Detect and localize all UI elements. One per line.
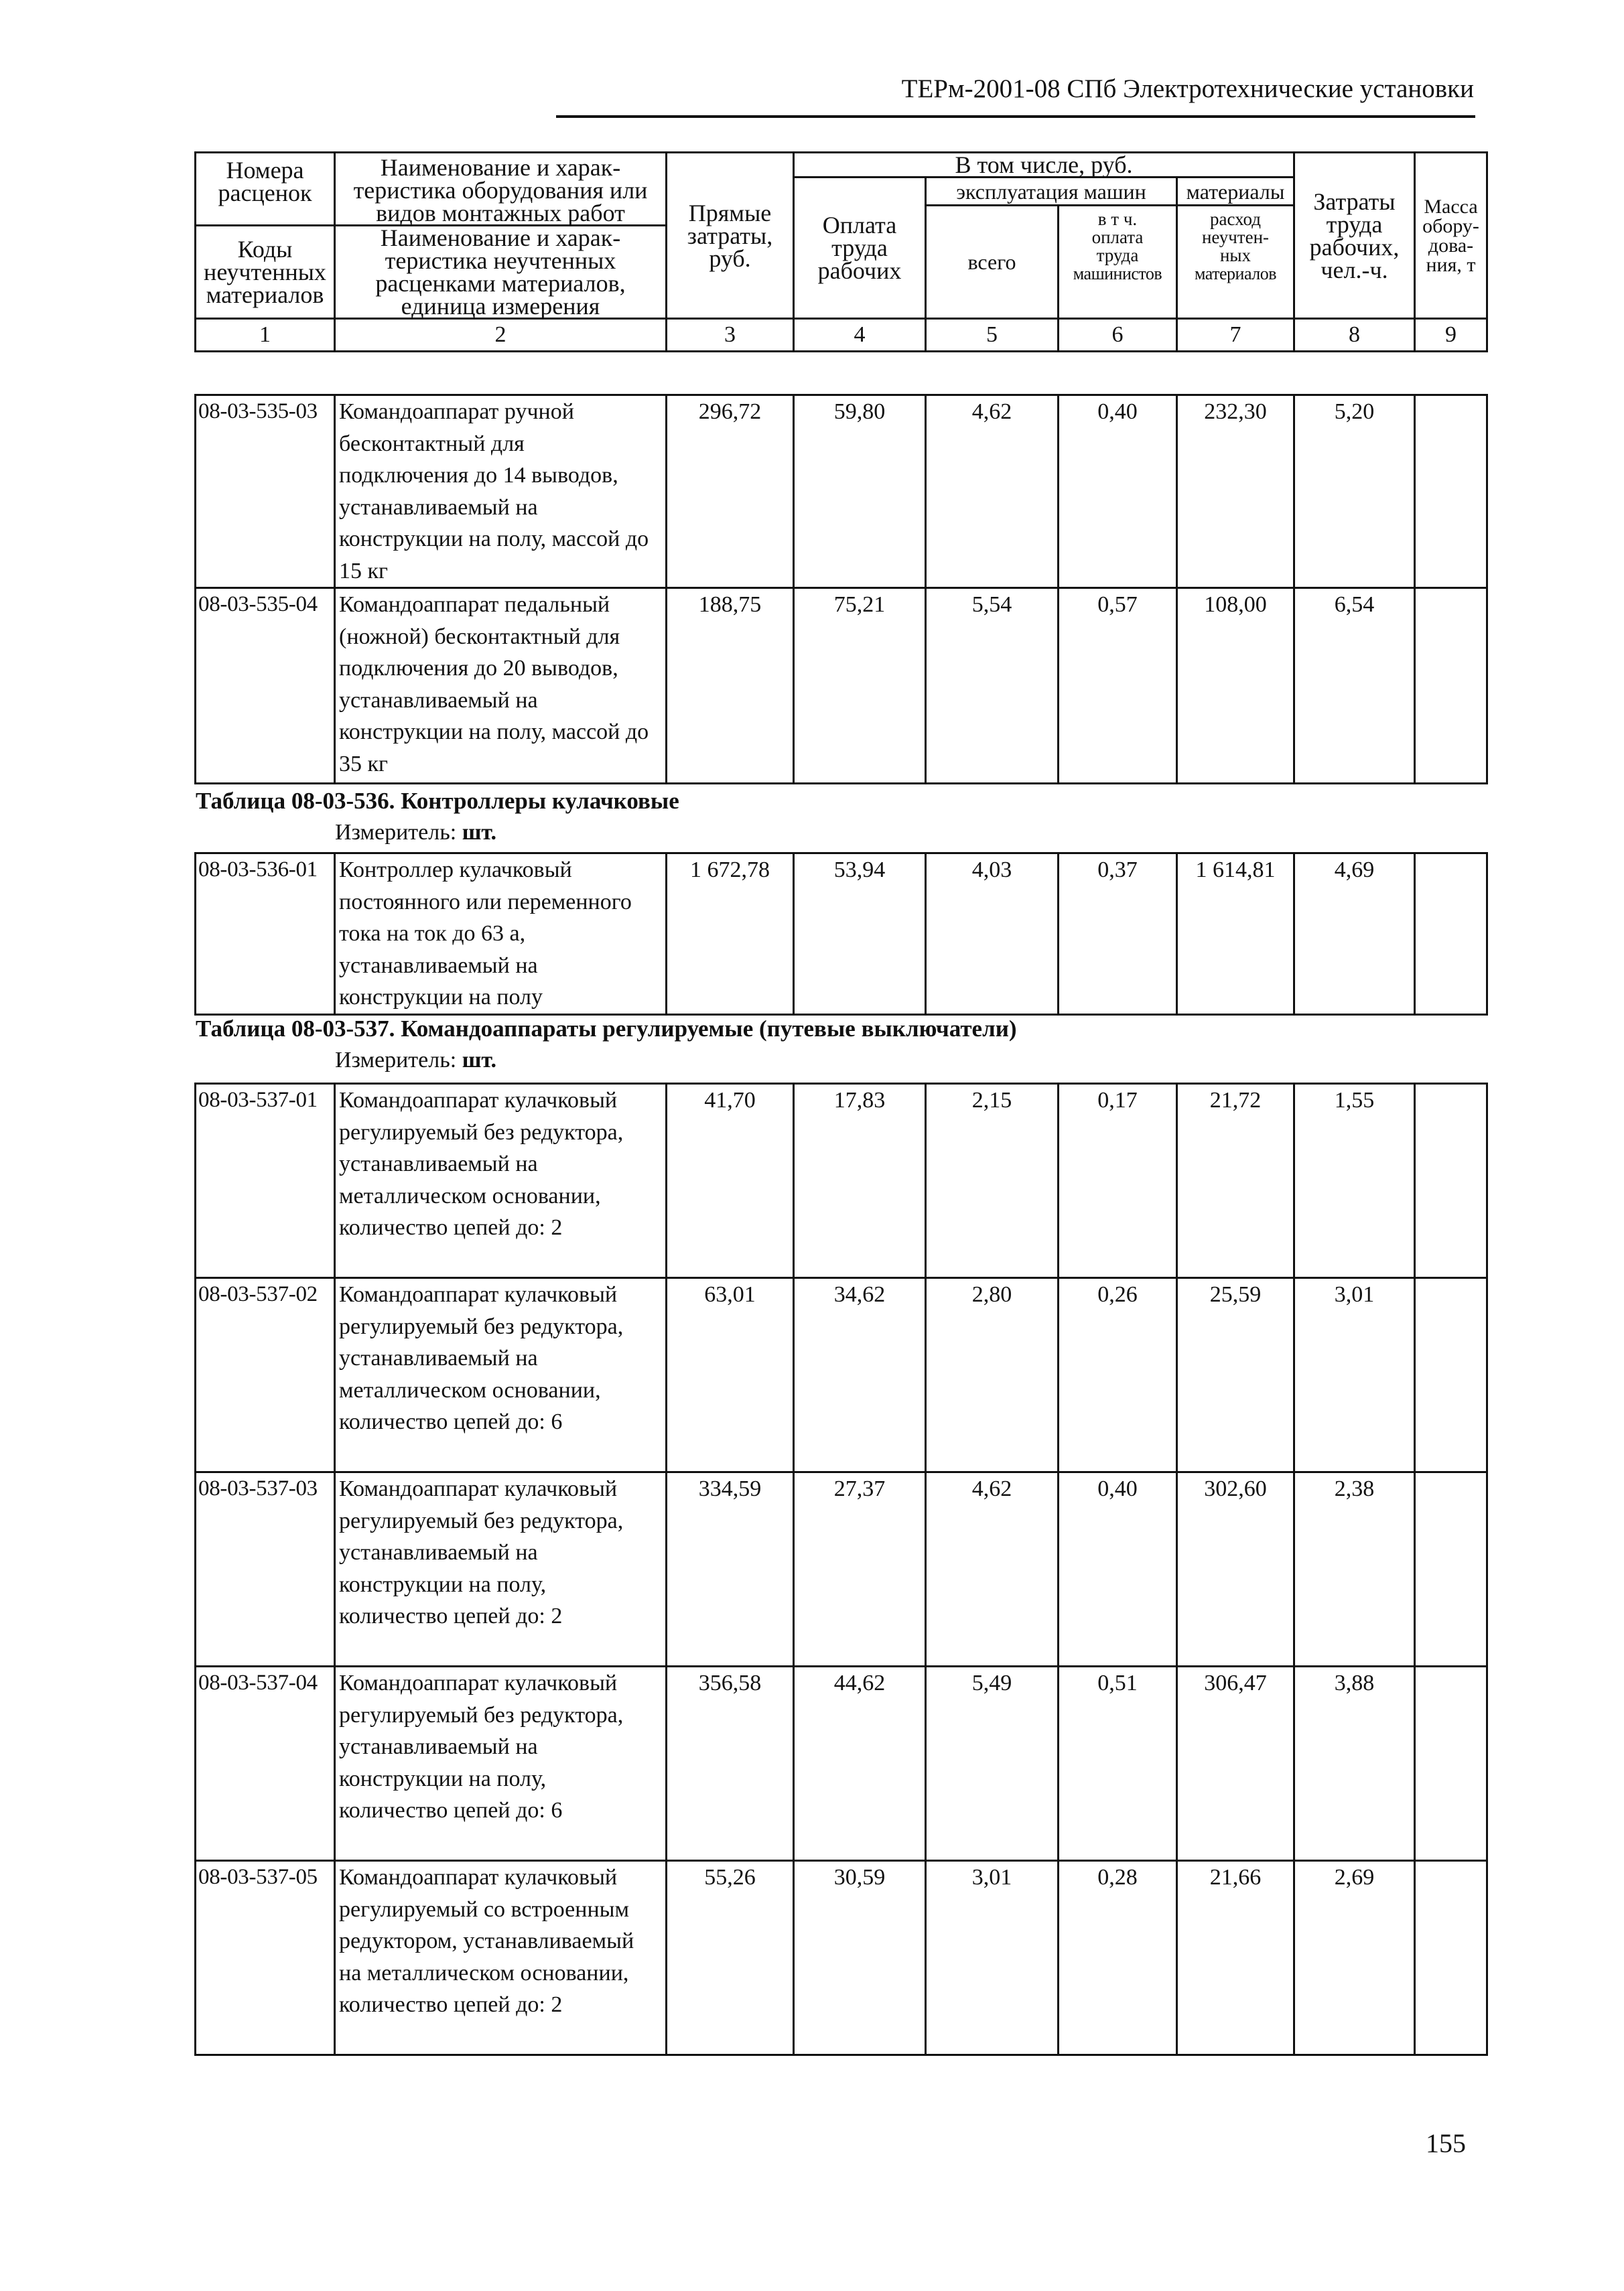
description-line: устанавливаемый на <box>339 1734 538 1759</box>
operator-pay-cell: 0,17 <box>1059 1084 1177 1278</box>
description-line: конструкции на полу, массой до <box>339 719 649 744</box>
description-line: устанавливаемый на <box>339 494 538 520</box>
materials-cell: 302,60 <box>1177 1472 1294 1667</box>
header-including: В том числе, руб. <box>794 153 1294 178</box>
description-line: количество цепей до: 6 <box>339 1409 563 1434</box>
rate-code: 08-03-535-03 <box>196 395 335 588</box>
description-line: устанавливаемый на <box>339 1152 538 1176</box>
mass-cell <box>1415 1278 1487 1472</box>
rate-row <box>196 1084 1487 1278</box>
operator-pay-cell: 0,28 <box>1059 1861 1177 2055</box>
rate-description <box>335 853 667 1015</box>
table-536-title: Таблица 08-03-536. Контроллеры кулачковые <box>196 788 679 814</box>
operator-pay-cell: 0,40 <box>1059 1472 1177 1667</box>
header-unaccounted-materials: расход неучтен- ных материалов <box>1177 206 1294 319</box>
rate-code: 08-03-537-01 <box>196 1084 335 1278</box>
mass-cell <box>1415 1472 1487 1667</box>
workers-pay-cell: 27,37 <box>794 1472 926 1667</box>
description-line: регулируемый без редуктора, <box>339 1508 624 1533</box>
column-number: 9 <box>1415 319 1487 352</box>
description-line: постоянного или переменного <box>339 889 632 914</box>
labor-hours-cell: 1,55 <box>1294 1084 1415 1278</box>
materials-cell: 306,47 <box>1177 1667 1294 1861</box>
materials-cell: 21,72 <box>1177 1084 1294 1278</box>
description-line: Командоаппарат кулачковый <box>339 1865 618 1890</box>
description-line: регулируемый без редуктора, <box>339 1702 624 1728</box>
operator-pay-cell: 0,37 <box>1059 853 1177 1015</box>
description-line: количество цепей до: 2 <box>339 1215 563 1240</box>
machines-cell: 5,54 <box>926 588 1059 784</box>
rate-row <box>196 1667 1487 1861</box>
description-line: регулируемый без редуктора, <box>339 1119 624 1145</box>
header-labor-hours: Затраты труда рабочих, чел.-ч. <box>1294 153 1415 319</box>
materials-cell: 232,30 <box>1177 395 1294 588</box>
direct-costs-cell: 188,75 <box>667 588 794 784</box>
workers-pay-cell: 30,59 <box>794 1861 926 2055</box>
column-number: 7 <box>1177 319 1294 352</box>
machines-cell: 4,62 <box>926 1472 1059 1667</box>
header-materials: материалы <box>1177 178 1294 206</box>
operator-pay-cell: 0,26 <box>1059 1278 1177 1472</box>
column-header-table <box>194 151 1488 352</box>
machines-cell: 2,80 <box>926 1278 1059 1472</box>
table-537-body <box>196 1084 1487 2055</box>
labor-hours-cell: 2,69 <box>1294 1861 1415 2055</box>
labor-hours-cell: 3,01 <box>1294 1278 1415 1472</box>
rate-code: 08-03-537-04 <box>196 1667 335 1861</box>
header-rate-numbers: Номера расценок <box>196 153 335 226</box>
rate-code: 08-03-536-01 <box>196 853 335 1015</box>
labor-hours-cell: 4,69 <box>1294 853 1415 1015</box>
description-line: 35 кг <box>339 751 388 776</box>
column-number: 6 <box>1059 319 1177 352</box>
workers-pay-cell: 59,80 <box>794 395 926 588</box>
direct-costs-cell: 55,26 <box>667 1861 794 2055</box>
description-line: количество цепей до: 2 <box>339 1604 563 1628</box>
header-machines-total: всего <box>926 206 1059 319</box>
rate-description <box>335 1084 667 1278</box>
description-line: устанавливаемый на <box>339 687 538 713</box>
table-537-title: Таблица 08-03-537. Командоаппараты регулируемые (путевые выключатели) <box>196 1016 1017 1042</box>
materials-cell: 21,66 <box>1177 1861 1294 2055</box>
description-line: конструкции на полу <box>339 985 543 1010</box>
operator-pay-cell: 0,51 <box>1059 1667 1177 1861</box>
description-line: Контроллер кулачковый <box>339 857 572 882</box>
labor-hours-cell: 6,54 <box>1294 588 1415 784</box>
rate-row <box>196 1861 1487 2055</box>
table-537-measure: Измеритель: шт. <box>335 1048 497 1072</box>
materials-cell: 108,00 <box>1177 588 1294 784</box>
description-line: регулируемый без редуктора, <box>339 1314 624 1339</box>
direct-costs-cell: 356,58 <box>667 1667 794 1861</box>
header-operator-pay: в т ч. оплата труда машинистов <box>1059 206 1177 319</box>
description-line: тока на ток до 63 а, <box>339 921 526 946</box>
rate-row <box>196 1278 1487 1472</box>
rate-description <box>335 1667 667 1861</box>
description-line: Командоаппарат кулачковый <box>339 1476 618 1501</box>
rate-row <box>196 588 1487 784</box>
labor-hours-cell: 5,20 <box>1294 395 1415 588</box>
header-machines: эксплуатация машин <box>926 178 1177 206</box>
mass-cell <box>1415 1084 1487 1278</box>
description-line: количество цепей до: 6 <box>339 1798 563 1823</box>
description-line: (ножной) бесконтактный для <box>339 624 620 649</box>
description-line: устанавливаемый на <box>339 1346 538 1371</box>
column-number: 4 <box>794 319 926 352</box>
labor-hours-cell: 3,88 <box>1294 1667 1415 1861</box>
labor-hours-cell: 2,38 <box>1294 1472 1415 1667</box>
description-line: бесконтактный для <box>339 431 525 456</box>
column-number: 1 <box>196 319 335 352</box>
mass-cell <box>1415 1861 1487 2055</box>
rate-row <box>196 853 1487 1015</box>
description-line: подключения до 14 выводов, <box>339 463 618 488</box>
workers-pay-cell: 53,94 <box>794 853 926 1015</box>
mass-cell <box>1415 853 1487 1015</box>
column-number: 2 <box>335 319 667 352</box>
rate-description <box>335 1861 667 2055</box>
mass-cell <box>1415 1667 1487 1861</box>
description-line: Командоаппарат педальный <box>339 592 610 617</box>
description-line: металлическом основании, <box>339 1183 601 1208</box>
direct-costs-cell: 41,70 <box>667 1084 794 1278</box>
description-line: устанавливаемый на <box>339 953 538 978</box>
description-line: редуктором, устанавливаемый <box>339 1929 634 1953</box>
description-line: конструкции на полу, массой до <box>339 527 649 551</box>
header-direct-costs: Прямые затраты, руб. <box>667 153 794 319</box>
rate-description <box>335 588 667 784</box>
description-line: регулируемый со встроенным <box>339 1896 630 1922</box>
description-line: конструкции на полу, <box>339 1766 547 1791</box>
description-line: устанавливаемый на <box>339 1540 538 1565</box>
workers-pay-cell: 17,83 <box>794 1084 926 1278</box>
operator-pay-cell: 0,57 <box>1059 588 1177 784</box>
workers-pay-cell: 34,62 <box>794 1278 926 1472</box>
table-535 <box>194 394 1488 784</box>
mass-cell <box>1415 588 1487 784</box>
workers-pay-cell: 75,21 <box>794 588 926 784</box>
description-line: Командоаппарат кулачковый <box>339 1088 618 1113</box>
machines-cell: 2,15 <box>926 1084 1059 1278</box>
rate-code: 08-03-537-03 <box>196 1472 335 1667</box>
direct-costs-cell: 63,01 <box>667 1278 794 1472</box>
description-line: на металлическом основании, <box>339 1960 629 1986</box>
direct-costs-cell: 1 672,78 <box>667 853 794 1015</box>
rate-description <box>335 1278 667 1472</box>
table-536 <box>194 852 1488 1016</box>
table-536-measure: Измеритель: шт. <box>335 820 497 845</box>
workers-pay-cell: 44,62 <box>794 1667 926 1861</box>
description-line: Командоаппарат кулачковый <box>339 1282 618 1307</box>
rate-row <box>196 1472 1487 1667</box>
direct-costs-cell: 296,72 <box>667 395 794 588</box>
direct-costs-cell: 334,59 <box>667 1472 794 1667</box>
header-material-name: Наименование и харак- теристика неучтенных расценками материалов, единица измерения <box>335 226 667 319</box>
operator-pay-cell: 0,40 <box>1059 395 1177 588</box>
running-head: ТЕРм-2001-08 СПб Электротехнические установки <box>901 74 1474 103</box>
description-line: металлическом основании, <box>339 1377 601 1403</box>
description-line: 15 кг <box>339 558 388 583</box>
column-number: 8 <box>1294 319 1415 352</box>
rate-code: 08-03-535-04 <box>196 588 335 784</box>
header-work-name: Наименование и харак- теристика оборудования или видов монтажных работ <box>335 153 667 226</box>
machines-cell: 4,03 <box>926 853 1059 1015</box>
description-line: конструкции на полу, <box>339 1572 547 1597</box>
column-number: 3 <box>667 319 794 352</box>
mass-cell <box>1415 395 1487 588</box>
rate-row <box>196 395 1487 588</box>
machines-cell: 5,49 <box>926 1667 1059 1861</box>
header-material-codes: Коды неучтенных материалов <box>196 226 335 319</box>
header-rule <box>556 115 1475 118</box>
materials-cell: 1 614,81 <box>1177 853 1294 1015</box>
table-536-body <box>196 853 1487 1015</box>
description-line: Командоаппарат ручной <box>339 399 574 424</box>
rate-code: 08-03-537-02 <box>196 1278 335 1472</box>
column-number: 5 <box>926 319 1059 352</box>
machines-cell: 3,01 <box>926 1861 1059 2055</box>
machines-cell: 4,62 <box>926 395 1059 588</box>
description-line: количество цепей до: 2 <box>339 1992 563 2017</box>
header-equipment-mass: Масса обору- дова- ния, т <box>1415 153 1487 319</box>
rate-description <box>335 395 667 588</box>
header-workers-pay: Оплата труда рабочих <box>794 178 926 319</box>
rate-description <box>335 1472 667 1667</box>
rate-code: 08-03-537-05 <box>196 1861 335 2055</box>
description-line: Командоаппарат кулачковый <box>339 1671 618 1695</box>
table-535-body <box>196 395 1487 784</box>
description-line: подключения до 20 выводов, <box>339 656 618 681</box>
table-537 <box>194 1083 1488 2056</box>
materials-cell: 25,59 <box>1177 1278 1294 1472</box>
page-number: 155 <box>1426 2128 1466 2158</box>
